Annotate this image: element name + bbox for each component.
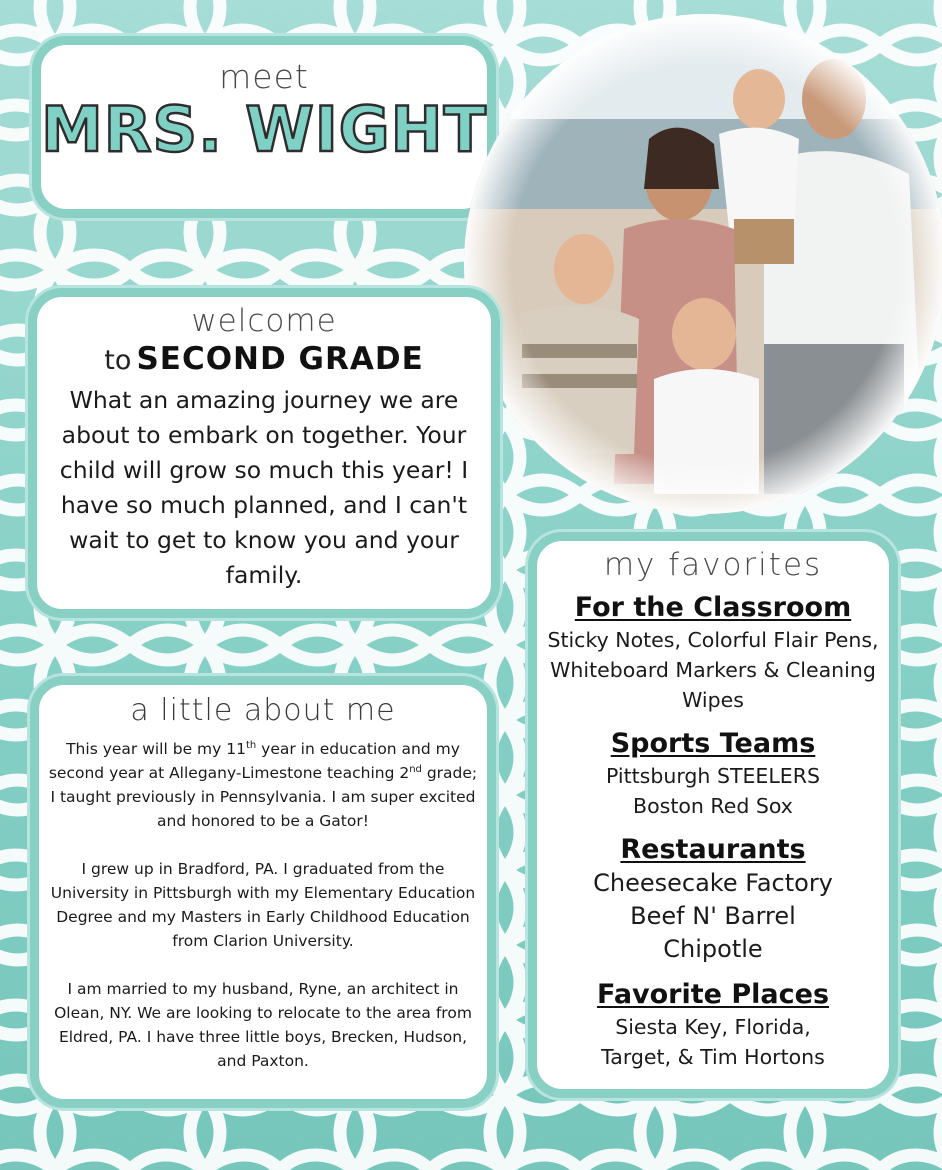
about-p1-sup-1: th: [245, 739, 257, 751]
grade-label: SECOND GRADE: [136, 341, 424, 377]
welcome-message: What an amazing journey we are about to embark on together. Your child will grow so much this year! I have so much planned, and I can't wait to get to know you and your family.: [59, 386, 469, 589]
about-paragraph-2: I grew up in Bradford, PA. I graduated from the University in Pittsburgh with my Elementary Education Degree and my Masters in Early Childhood Education from Clarion University.: [50, 860, 476, 950]
welcome-heading: welcome: [191, 303, 337, 339]
favorites-list: [537, 591, 889, 1084]
sports-team-1: Pittsburgh STEELERS: [605, 764, 821, 788]
about-body: [47, 737, 479, 1097]
classroom-items: Sticky Notes, Colorful Flair Pens, Whiteboard Markers & Cleaning Wipes: [547, 628, 879, 712]
about-card: [30, 676, 496, 1108]
place-line-2: Target, & Tim Hortons: [601, 1045, 825, 1069]
welcome-card: [28, 288, 500, 618]
welcome-to-word: to: [104, 345, 132, 376]
about-paragraph-3: I am married to my husband, Ryne, an architect in Olean, NY. We are looking to relocate to the area from Eldred, PA. I have three little boys, Brecken, Hudson, and Paxton.: [54, 980, 472, 1070]
about-heading: a little about me: [130, 693, 396, 728]
sports-items: [537, 761, 889, 821]
family-photo: [464, 14, 942, 514]
sports-team-2: Boston Red Sox: [633, 794, 793, 818]
welcome-subheading: [37, 341, 491, 377]
restaurant-1: Cheesecake Factory: [593, 869, 833, 897]
restaurants-title: Restaurants: [620, 834, 806, 865]
places-items: [537, 1012, 889, 1072]
restaurants-items: [537, 867, 889, 966]
about-p1-text-b: year in education and my second year at Allegany-Limestone teaching 2: [48, 740, 460, 782]
about-p1-text-c: grade; I taught previously in Pennsylvania. I am super excited and honored to be a Gator!: [50, 764, 478, 830]
about-paragraph-1: [47, 737, 479, 833]
favorites-card: [528, 532, 898, 1098]
restaurant-2: Beef N' Barrel: [630, 902, 796, 930]
place-line-1: Siesta Key, Florida,: [615, 1015, 811, 1039]
about-p1-sup-2: nd: [409, 763, 422, 775]
about-p1-text-a: This year will be my 11: [66, 740, 246, 758]
family-photo-illustration: [464, 14, 942, 514]
places-title: Favorite Places: [596, 979, 830, 1010]
title-card: [32, 36, 496, 218]
meet-label: meet: [219, 57, 309, 96]
favorites-heading: my favorites: [603, 547, 823, 583]
classroom-title: For the Classroom: [574, 592, 852, 623]
teacher-name-title: MRS. WIGHT: [41, 93, 487, 166]
sports-title: Sports Teams: [610, 728, 816, 759]
restaurant-3: Chipotle: [663, 935, 763, 963]
